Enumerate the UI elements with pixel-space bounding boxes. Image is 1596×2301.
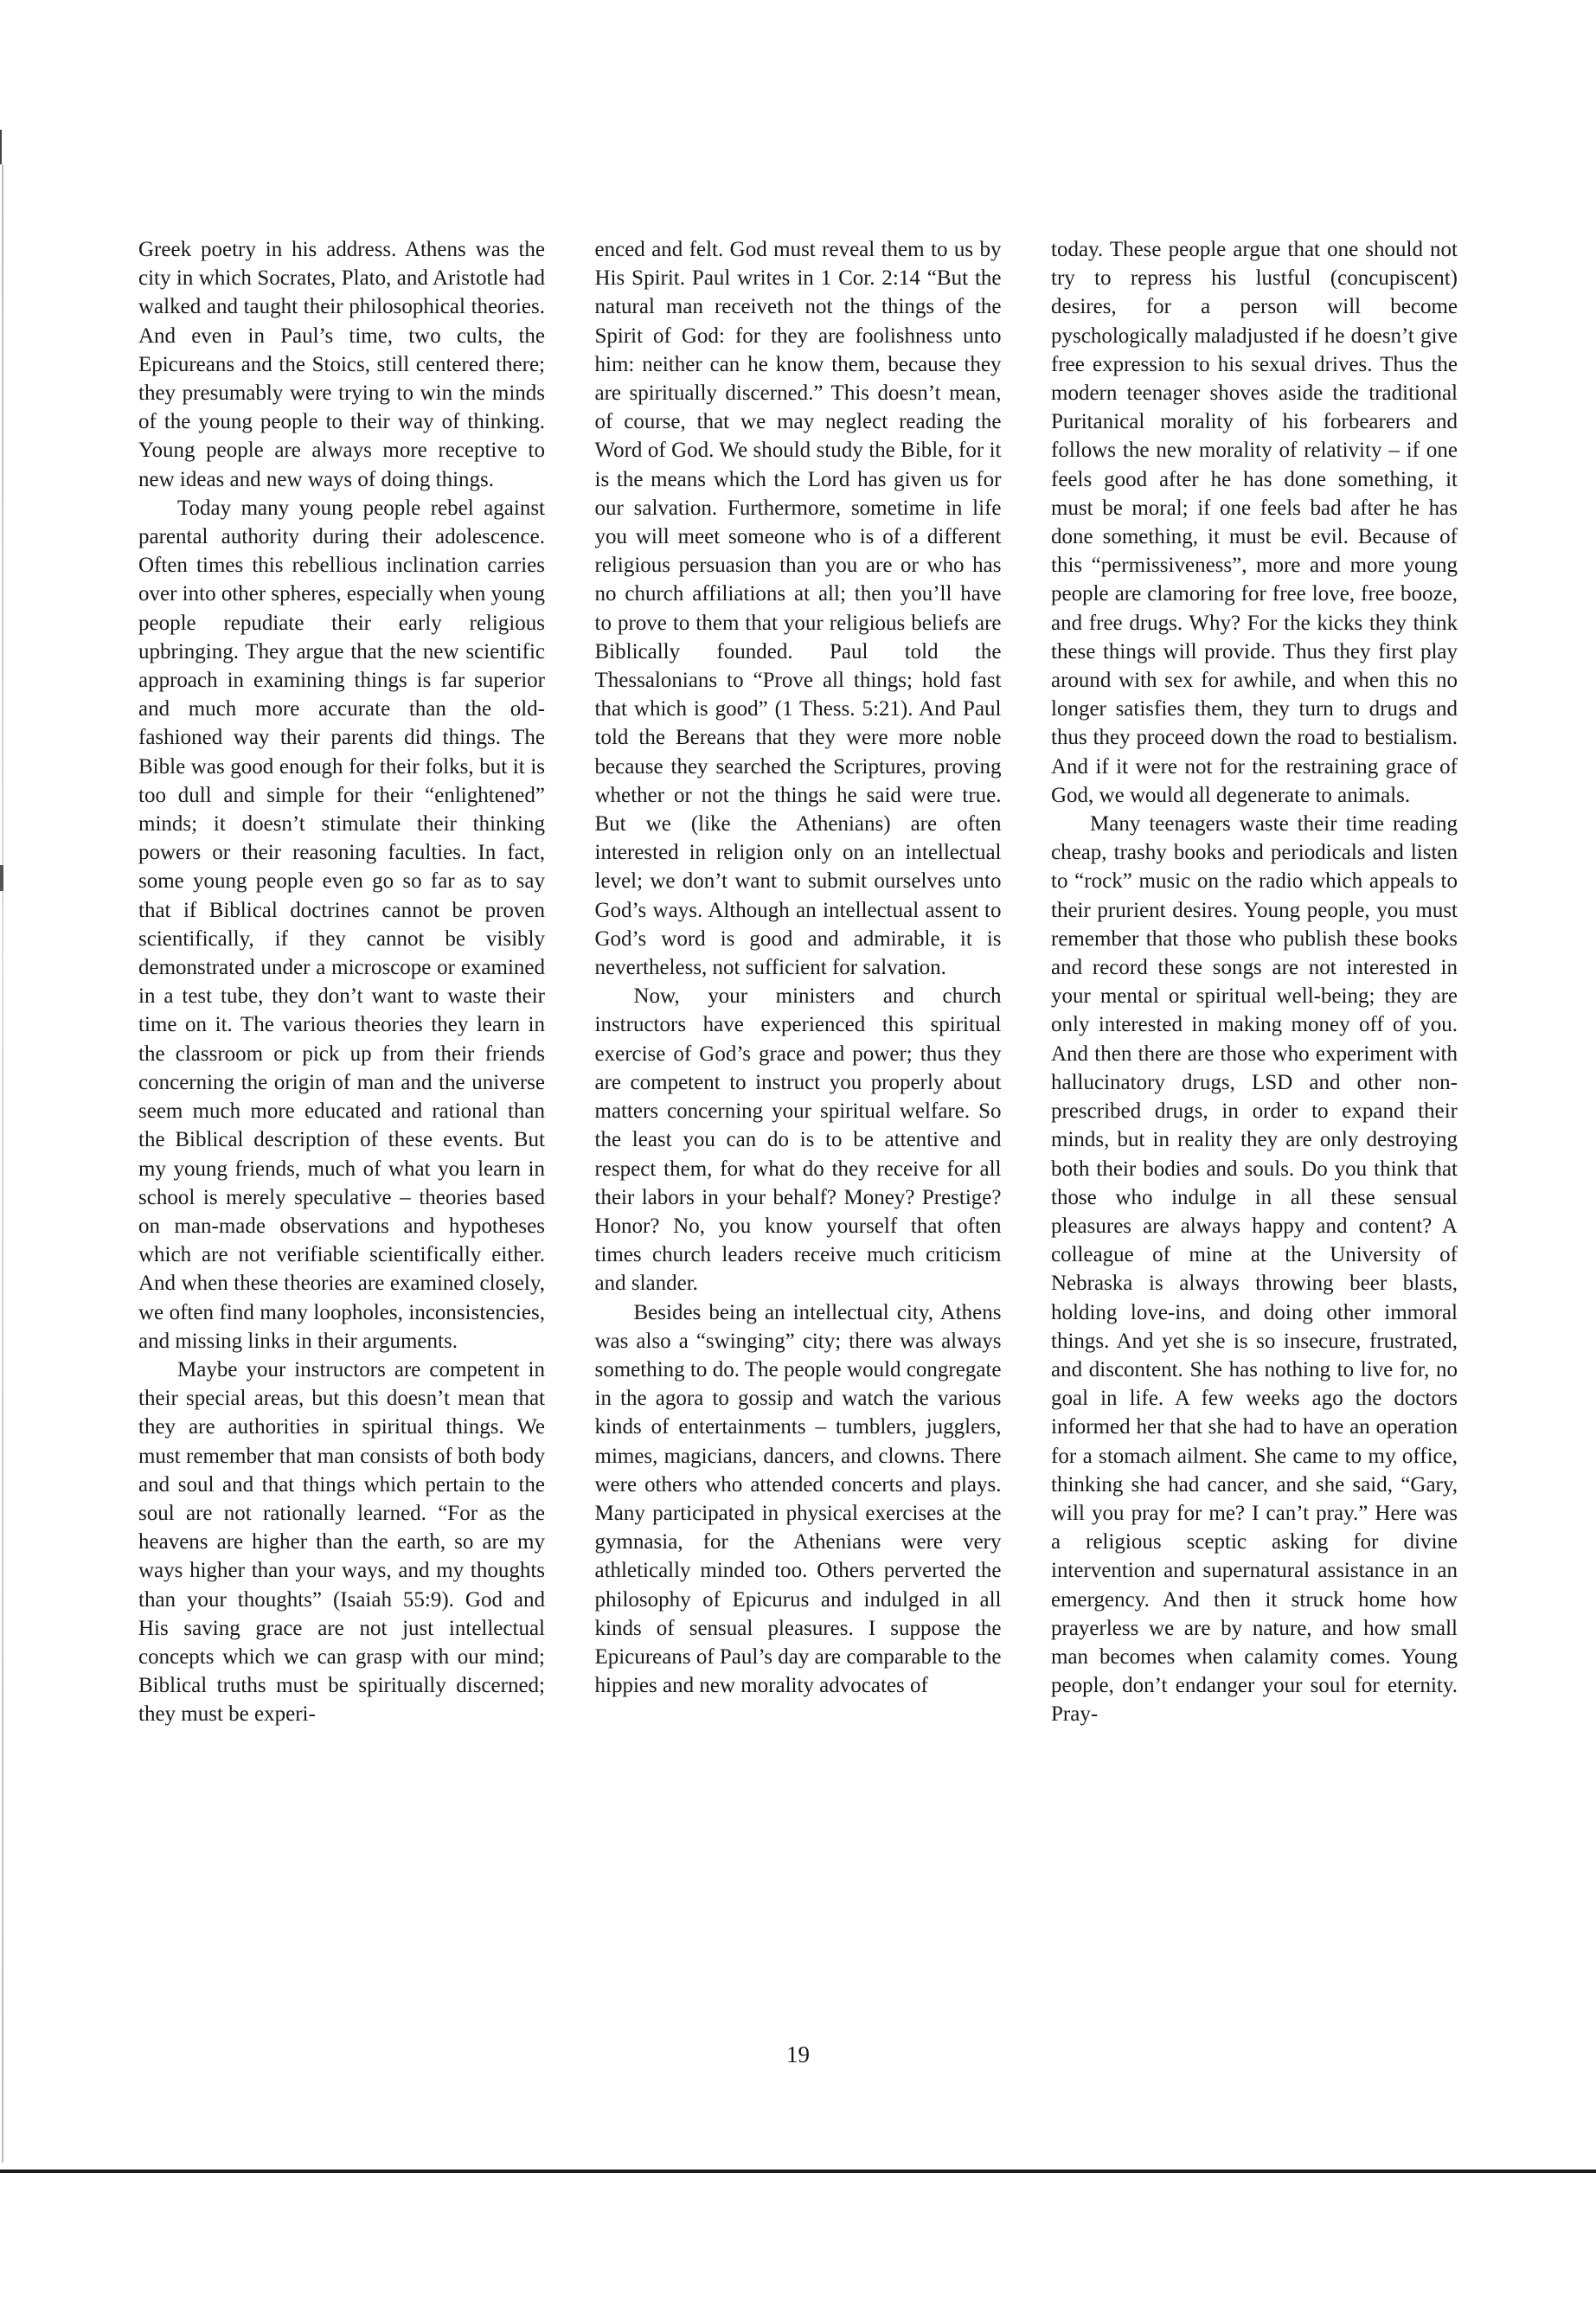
- paragraph: enced and felt. God must reveal them to us by His Spirit. Paul writes in 1 Cor. 2:14 “But the natural man receiveth not the things of the Spirit of God: for they are foolishness unto him: neither can he know them, because they are spiritually discerned.” This doesn’t mean, of course, that we may neglect reading the Word of God. We should study the Bible, for it is the means which the Lord has given us for our salvation. Furthermore, sometime in life you will meet someone who is of a different religious persuasion than you are or who has no church affiliations at all; then you’ll have to prove to them that your religious beliefs are Biblically founded. Paul told the Thessalonians to “Prove all things; hold fast that which is good” (1 Thess. 5:21). And Paul told the Bereans that they were more noble because they searched the Scriptures, proving whether or not the things he said were true. But we (like the Athenians) are often interested in religion only on an intellectual level; we don’t want to submit ourselves unto God’s ways. Although an intellectual assent to God’s word is good and admirable, it is nevertheless, not sufficient for salvation.: [594, 238, 1002, 980]
- page-edge-notch: [0, 865, 3, 891]
- paragraph: today. These people argue that one should not try to repress his lustful (concupiscent) desires, for a person will become pyschologically maladjusted if he doesn’t give free expression to his sexual drives. Thus the modern teenager shoves aside the traditional Puritanical morality of his forbearers and follows the new morality of relativity – if one feels good after he has done something, it must be moral; if one feels bad after he has done something, it must be evil. Because of this “permissiveness”, more and more young people are clamoring for free love, free booze, and free drugs. Why? For the kicks they think these things will provide. Thus they first play around with sex for awhile, and when this no longer satisfies them, they turn to drugs and thus they proceed down the road to bestialism. And if it were not for the restraining grace of God, we would all degenerate to animals.: [1051, 238, 1458, 807]
- page-edge-mark: [0, 130, 7, 164]
- page-number: 19: [786, 2041, 810, 2067]
- page-left-edge: [2, 164, 3, 2163]
- column-2: [595, 235, 1002, 2009]
- article-body: [138, 235, 1458, 2009]
- paragraph: Greek poetry in his address. Athens was the city in which Socrates, Plato, and Aristotle had walked and taught their philosophical theories. And even in Paul’s time, two cults, the Epicureans and the Stoics, still centered there; they presumably were trying to win the minds of the young people to their way of thinking. Young people are always more receptive to new ideas and new ways of doing things.: [138, 238, 545, 491]
- column-3: [1051, 235, 1458, 2009]
- paragraph: Besides being an intellectual city, Athens was also a “swinging” city; there was always something to do. The people would congregate in the agora to gossip and watch the various kinds of entertainments – tumblers, jugglers, mimes, magicians, dancers, and clowns. There were others who attended concerts and plays. Many participated in physical exercises at the gymnasia, for the Athenians were very athletically minded too. Others perverted the philosophy of Epicurus and indulged in all kinds of sensual pleasures. I suppose the Epicureans of Paul’s day are comparable to the hippies and new morality advocates of: [594, 1300, 1002, 1698]
- paragraph: Today many young people rebel against parental authority during their adolescence. Often times this rebellious inclination carries over into other spheres, especially when young people repudiate their early religious upbringing. They argue that the new scientific approach in examining things is far superior and much more accurate than the old-fashioned way their parents did things. The Bible was good enough for their folks, but it is too dull and simple for their “enlightened” minds; it doesn’t stimulate their thinking powers or their reasoning faculties. In fact, some young people even go so far as to say that if Biblical doctrines cannot be proven scientifically, if they cannot be visibly demonstrated under a microscope or examined in a test tube, they don’t want to waste their time on it. The various theories they learn in the classroom or pick up from their friends concerning the origin of man and the universe seem much more educated and rational than the Biblical description of these events. But my young friends, much of what you learn in school is merely speculative – theories based on man-made observations and hypotheses which are not verifiable scientifically either. And when these theories are examined closely, we often find many loopholes, inconsistencies, and missing links in their arguments.: [138, 496, 546, 1353]
- column-1: [138, 235, 545, 2009]
- paragraph: Now, your ministers and church instructors have experienced this spiritual exercise of God’s grace and power; thus they are competent to instruct you properly about matters concerning your spiritual welfare. So the least you can do is to be attentive and respect them, for what do they receive for all their labors in your behalf? Money? Prestige? Honor? No, you know yourself that often times church leaders receive much criticism and slander.: [594, 984, 1002, 1296]
- page-bottom-edge: [0, 2170, 1596, 2173]
- paragraph: Maybe your instructors are competent in their special areas, but this doesn’t mean that they are authorities in spiritual things. We must remember that man consists of both body and soul and that things which pertain to the soul are not rationally learned. “For as the heavens are higher than the earth, so are my ways higher than your ways, and my thoughts than your thoughts” (Isaiah 55:9). God and His saving grace are not just intellectual concepts which we can grasp with our mind; Biblical truths must be spiritually discerned; they must be experi-: [138, 1357, 545, 1727]
- paragraph: Many teenagers waste their time reading cheap, trashy books and periodicals and listen to “rock” music on the radio which appeals to their prurient desires. Young people, you must remember that those who publish these books and record these songs are not interested in your mental or spiritual well-being; they are only interested in making money off of you. And then there are those who experiment with hallucinatory drugs, LSD and other non-prescribed drugs, in order to expand their minds, but in reality they are only destroying both their bodies and souls. Do you think that those who indulge in all these sensual pleasures are always happy and content? A colleague of mine at the University of Nebraska is always throwing beer blasts, holding love-ins, and doing other immoral things. And yet she is so insecure, frustrated, and discontent. She has nothing to live for, no goal in life. A few weeks ago the doctors informed her that she had to have an operation for a stomach ailment. She came to my office, thinking she had cancer, and she said, “Gary, will you pray for me? I can’t pray.” Here was a religious sceptic asking for divine intervention and supernatural assistance in an emergency. And then it struck home how prayerless we are by nature, and how small man becomes when calamity comes. Young people, don’t endanger your soul for eternity. Pray-: [1051, 812, 1458, 1727]
